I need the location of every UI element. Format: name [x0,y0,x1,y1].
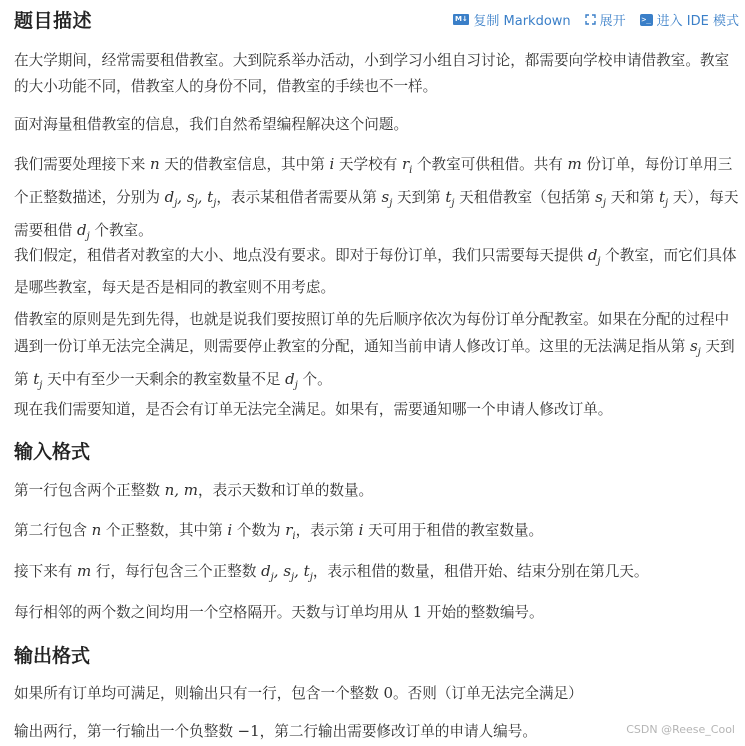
description-paragraph-3: 我们需要处理接下来 n 天的借教室信息，其中第 i 天学校有 $r_i$ 个教室可供租借。共有 m 份订单，每份订单用三个正整数描述，分别为 $d_j$, $s_j$, $t_j$，表示某租借者需要从第 $s_j$ 天到第 $t_j$ 天租借教室（包括第 $s_j$ 天和第 $t_j$ 天），每天需要租借 $d_j$ 个教室。 [14,155,739,242]
input-line-4: 每行相邻的两个数之间均用一个空格隔开。天数与订单均用从 1 开始的整数编号。 [14,603,544,621]
input-line-1: 第一行包含两个正整数 n, m，表示天数和订单的数量。 [14,481,374,499]
toolbar [453,10,739,29]
output-line-1: 如果所有订单均可满足，则输出只有一行，包含一个整数 0。否则（订单无法完全满足） [14,684,583,702]
terminal-icon: >_ [641,14,651,24]
section-title-description: 题目描述 [14,10,93,32]
expand-button[interactable] [585,10,626,29]
description-paragraph-4: 我们假定，租借者对教室的大小、地点没有要求。即对于每份订单，我们只需要每天提供 $d_j$ 个教室，而它们具体是哪些教室，每天是否是相同的教室则不用考虑。 [14,246,737,296]
description-paragraph-5: 借教室的原则是先到先得，也就是说我们要按照订单的先后顺序依次为每份订单分配教室。如果在分配的过程中遇到一份订单无法完全满足，则需要停止教室的分配，通知当前申请人修改订单。这里的无法满足指从第 $s_j$ 天到第 $t_j$ 天中有至少一天剩余的教室数量不足 $d_j$ 个。 [14,311,735,391]
expand-label: 展开 [599,14,626,29]
copy-markdown-label: 复制 Markdown [473,14,571,29]
input-line-3: 接下来有 m 行，每行包含三个正整数 $d_j$, $s_j$, $t_j$，表示租借的数量，租借开始、结束分别在第几天。 [14,562,649,583]
enter-ide-button[interactable] [640,10,739,29]
description-paragraph-6: 现在我们需要知道，是否会有订单无法完全满足。如果有，需要通知哪一个申请人修改订单。 [14,401,613,418]
section-title-input: 输入格式 [14,441,91,463]
enter-ide-label: 进入 IDE 模式 [656,14,739,29]
copy-markdown-button[interactable] [453,10,570,29]
description-paragraph-2: 面对海量租借教室的信息，我们自然希望编程解决这个问题。 [14,116,409,133]
output-line-2: 输出两行，第一行输出一个负整数 −1，第二行输出需要修改订单的申请人编号。 [14,722,537,740]
section-title-output: 输出格式 [14,645,91,667]
description-paragraph-1: 在大学期间，经常需要租借教室。大到院系举办活动，小到学习小组自习讨论，都需要向学校申请借教室。教室的大小功能不同，借教室人的身份不同，借教室的手续也不一样。 [14,52,730,95]
markdown-icon: M↓ [454,15,468,23]
csdn-watermark: CSDN @Reese_Cool [626,723,735,736]
problem-header [14,6,739,34]
expand-icon [585,14,596,25]
input-line-2: 第二行包含 n 个正整数，其中第 i 个数为 $r_i$，表示第 i 天可用于租借的教室数量。 [14,521,544,542]
